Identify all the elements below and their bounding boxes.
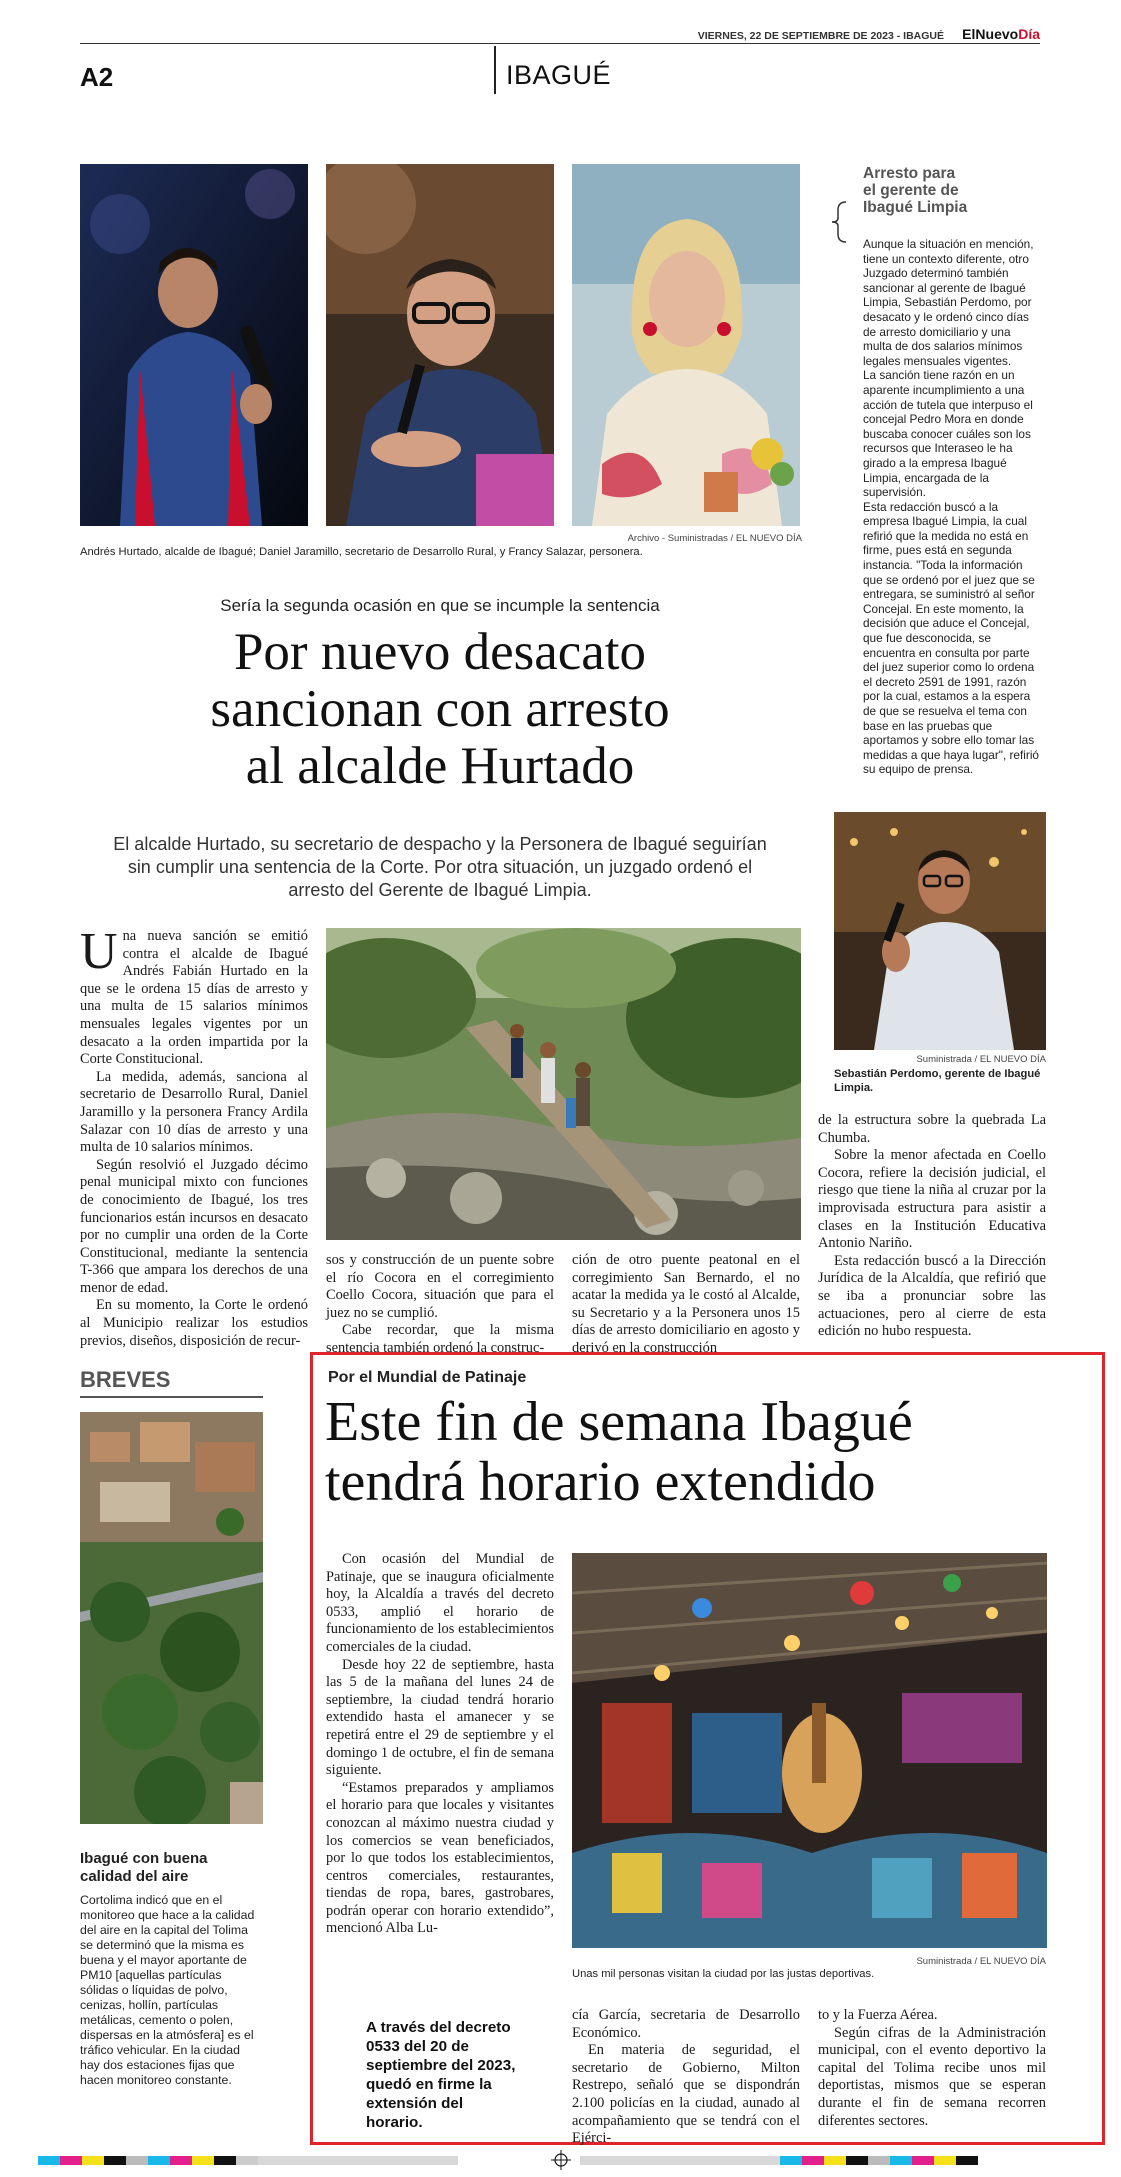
main-col-4 (818, 1112, 1046, 1341)
photo-francy-salazar (572, 164, 800, 526)
brand-logo-nuevo: Nuevo (975, 26, 1019, 42)
second-col1-p2: Desde hoy 22 de septiembre, hasta las 5 de la mañana del lunes 24 de septiembre, la ciudad tendrá horario extendido hasta el amanecer y se repetirá entre el 29 de septiembre y el domingo 1 de octubre, el fin de semana siguiente. (326, 1656, 554, 1779)
pullquote: A través del decreto 0533 del 20 de septiembre del 2023, quedó en firme la extensión del horario. (366, 2019, 516, 2131)
main-col-3 (572, 1252, 800, 1358)
sebastian-photo-credit: Suministrada / EL NUEVO DÍA (916, 1054, 1046, 1065)
page-number: A2 (80, 62, 114, 92)
breves-title: Ibagué con buena calidad del aire (80, 1850, 208, 1885)
top-photos-credit: Archivo - Suministradas / EL NUEVO DÍA (627, 533, 802, 544)
main-col3-p1: ción de otro puente peatonal en el corregimiento San Bernardo, el no acatar la medida ya le costó al Alcalde, su Secretario y a la Personera unos 15 días de arresto domiciliario en agosto y derivó en la construcción (572, 1252, 800, 1356)
main-col-2 (326, 1252, 554, 1358)
second-col1-p1: Con ocasión del Mundial de Patinaje, que se inaugura oficialmente hoy, la Alcaldía a través del decreto 0533, amplió el horario de funcionamiento de los establecimientos comerciales de la ciudad. (326, 1551, 554, 1655)
photo-bar-interior (572, 1553, 1047, 1948)
photo-daniel-jaramillo (326, 164, 554, 526)
second-col-2 (572, 2007, 800, 2148)
main-col1-p1-text: na nueva sanción se emitió contra el alcalde de Ibagué Andrés Fabián Hurtado en la que se le ordena 15 días de arresto y una multa de 15 salarios mínimos mensuales legales vigentes por un desacato a la orden impartida por la Corte Constitucional. (80, 928, 308, 1068)
photo-improvised-bridge (326, 928, 801, 1240)
top-photos-caption: Andrés Hurtado, alcalde de Ibagué; Daniel Jaramillo, secretario de Desarrollo Rural, y Francy Salazar, personera. (80, 546, 643, 558)
main-headline-line2: sancionan con arresto (210, 680, 670, 738)
second-col3-p1: to y la Fuerza Aérea. (818, 2007, 938, 2023)
main-col1-p4: En su momento, la Corte le ordenó al Municipio realizar los estudios previos, diseños, disposición de recur- (80, 1297, 308, 1349)
sidebar-p2: La sanción tiene razón en un aparente incumplimiento a una acción de tutela que interpuso el concejal Pedro Mora en donde buscaba conocer cuáles son los recursos que Interaseo le ha girado a la empresa Ibagué Limpia, encargada de la supervisión. (863, 368, 1033, 500)
brand-logo-el: El (962, 26, 976, 42)
header-bar (80, 0, 1040, 92)
breves-label: BREVES (80, 1367, 171, 1392)
sidebar-title-line3: Ibagué Limpia (863, 199, 968, 216)
second-col-3 (818, 2007, 1046, 2130)
main-lead-line2: sin cumplir una sentencia de la Corte. Por otra situación, un juzgado ordenó el (127, 857, 753, 877)
breves-body: Cortolima indicó que en el monitoreo que hace a la calidad del aire en la capital del Tolima se determinó que la misma es buena y el mayor aportante de PM10 [aquellas partículas sólidas o líquidas de polvo, cenizas, hollín, partículas metálicas, cemento o polen, dispersas en la atmósfera] es el tráfico vehicular. En la ciudad hay dos estaciones fijas que hacen monitoreo constante. (80, 1893, 255, 2087)
main-lead (80, 833, 800, 902)
sidebar-p3: Esta redacción buscó a la empresa Ibagué Limpia, la cual refirió que la medida no está en firme, pues está en segunda instancia. "Toda la información que se ordenó por el juez que se entregara, se suministró al señor Concejal. En este momento, la decisión que aduce el Concejal, que fue desconocida, se encuentra en consulta por parte del juez superior como lo ordena el decreto 2591 de 1991, razón por la cual, estamos a la espera de que se resuelva el tema con base en las pruebas que aportamos y sobre ello tomar las medidas a que haya lugar", refirió su equipo de prensa. (863, 499, 1039, 777)
header-date: VIERNES, 22 DE SEPTIEMBRE DE 2023 - IBAGUÉ (697, 30, 944, 42)
bar-photo-caption: Unas mil personas visitan la ciudad por las justas deportivas. (572, 1968, 875, 1980)
sidebar-title-line1: Arresto para (863, 165, 956, 182)
second-col2-p2: En materia de seguridad, el secretario de Gobierno, Milton Restrepo, señaló que se dispondrán 2.100 policías en la ciudad, aunado al acompañamiento que se tendrá con el Ejérci- (572, 2042, 800, 2147)
second-col3-p2: Según cifras de la Administración municipal, con el evento deportivo la capital del Tolima recibe unos mil deportistas, mismos que se esperan durante el fin de semana recorren diferentes sectores. (818, 2024, 1046, 2129)
second-kicker: Por el Mundial de Patinaje (328, 1369, 527, 1386)
breves-rule (80, 1396, 263, 1398)
second-col-1 (326, 1551, 554, 1938)
photo-sebastian-perdomo (834, 812, 1046, 1050)
main-col4-p2: Sobre la menor afectada en Coello Cocora, refiere la decisión judicial, el riesgo que tiene la niña al cruzar por la improvisada estructura para asistir a clases en la Institución Educativa Antonio Nariño. (818, 1147, 1046, 1252)
main-col4-p1: de la estructura sobre la quebrada La Chumba. (818, 1112, 1046, 1146)
photo-aerial-ibague (80, 1412, 263, 1824)
main-col1-p1 (80, 923, 308, 1069)
sidebar-title-line2: el gerente de (863, 182, 959, 199)
second-col2-p1: cía García, secretaria de Desarrollo Económico. (572, 2007, 800, 2041)
second-headline-line1: Este fin de semana Ibagué (325, 1391, 913, 1453)
printer-color-bar-right (580, 2156, 978, 2165)
photo-andres-hurtado (80, 164, 308, 526)
main-col1-p3: Según resolvió el Juzgado décimo penal municipal mixto con funciones de conocimiento de Ibagué, los tres funcionarios están incursos en desacato por no cumplir una orden de la Corte Constitucional, mediante la sentencia T-366 que ampara los derechos de una menor de edad. (80, 1156, 308, 1296)
main-col4-p3: Esta redacción buscó a la Dirección Jurídica de la Alcaldía, que refirió que se iba a pronunciar sobre las actuaciones, pero al cierre de esta edición no hubo respuesta. (818, 1252, 1046, 1340)
main-lead-line1: El alcalde Hurtado, su secretario de despacho y la Personera de Ibagué seguirían (113, 834, 767, 854)
bar-photo-credit: Suministrada / EL NUEVO DÍA (916, 1956, 1046, 1967)
main-col-1 (80, 923, 308, 1350)
main-headline-line1: Por nuevo desacato (233, 623, 647, 681)
second-headline (325, 1392, 1065, 1512)
sebastian-photo-caption: Sebastián Perdomo, gerente de Ibagué Limpia. (834, 1068, 1041, 1094)
printer-color-bar-left (38, 2156, 458, 2165)
main-headline (80, 624, 800, 795)
second-col1-p3: “Estamos preparados y ampliamos el horario para que locales y visitantes conozcan al máximo nuestra ciudad y los comercios se vean beneficiados, por lo que todos los establecimientos, centros comerciales, restaurantes, tiendas de ropa, bares, gastrobares, podrán operar con horario extendido”, mencionó Alba Lu- (326, 1779, 554, 1937)
section-title: IBAGUÉ (506, 60, 612, 90)
main-headline-line3: al alcalde Hurtado (245, 737, 635, 795)
section-divider (494, 46, 496, 94)
brand-logo (962, 26, 1040, 42)
main-col1-p2: La medida, además, sanciona al secretario de Desarrollo Rural, Daniel Jaramillo y la personera Francy Ardila Salazar con 10 días de arresto y una multa de 10 salarios mínimos. (80, 1068, 308, 1156)
sidebar-brace-icon (830, 200, 850, 244)
brand-logo-dia: Día (1018, 26, 1040, 42)
main-col2-p1: sos y construcción de un puente sobre el río Cocora en el corregimiento Coello Cocora, situación que para el juez no se cumplió. (326, 1252, 554, 1321)
dropcap: U (80, 923, 118, 980)
registration-mark-icon (551, 2150, 571, 2170)
sidebar-body (863, 237, 1039, 777)
main-lead-line3: arresto del Gerente de Ibagué Limpia. (288, 880, 592, 900)
second-headline-line2: tendrá horario extendido (325, 1451, 876, 1513)
sidebar-p1: Aunque la situación en mención, tiene un contexto diferente, otro Juzgado determinó también sancionar al gerente de Ibagué Limpia, Sebastián Perdomo, por desacato y le ordenó cinco días de arresto domiciliario y una multa de dos salarios mínimos legales mensuales vigentes. (863, 237, 1034, 368)
main-col2-p2: Cabe recordar, que la misma sentencia también ordenó la construc- (326, 1322, 554, 1356)
sidebar-title (863, 165, 967, 216)
header-rule (80, 43, 1040, 44)
main-kicker: Sería la segunda ocasión en que se incumple la sentencia (220, 596, 660, 615)
